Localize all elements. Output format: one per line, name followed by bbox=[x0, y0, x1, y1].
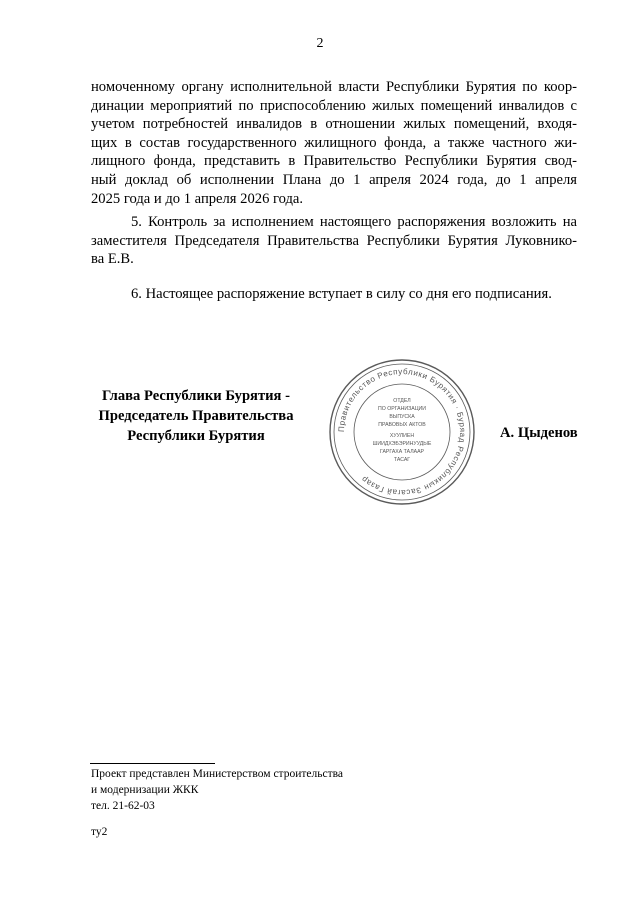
text-line: щих в состав государственного жилищного фонда, а также частного жи- bbox=[91, 134, 577, 151]
signatory-title-line: Республики Бурятия bbox=[127, 428, 265, 444]
paragraph-plan-report bbox=[91, 78, 577, 208]
signatory-name: А. Цыденов bbox=[500, 425, 578, 441]
seal-text: ВЫПУСКА bbox=[389, 414, 415, 420]
seal-text: ХУУЛИЕН bbox=[389, 433, 415, 439]
seal-text: ПРАВОВЫХ АКТОВ bbox=[378, 422, 426, 428]
text-line: динации мероприятий по приспособлению жилых помещений инвалидов с bbox=[91, 97, 577, 114]
text-line: заместителя Председателя Правительства Республики Бурятия Луковнико- bbox=[91, 232, 577, 249]
footnote-line: и модернизации ЖКК bbox=[91, 784, 199, 796]
seal-text: ОТДЕЛ bbox=[393, 398, 411, 404]
signatory-title bbox=[85, 386, 307, 446]
seal-text: ПО ОРГАНИЗАЦИИ bbox=[378, 406, 426, 412]
footnote-divider bbox=[90, 763, 215, 764]
svg-text:Правительство Республики Бурят bbox=[337, 367, 467, 497]
text-line: ва Е.В. bbox=[91, 251, 134, 268]
text-line: номоченному органу исполнительной власти Республики Бурятия по коор- bbox=[91, 79, 577, 95]
footnote bbox=[91, 766, 343, 814]
text-line: 6. Настоящее распоряжение вступает в силу со дня его подписания. bbox=[131, 286, 552, 302]
document-code: ту2 bbox=[91, 826, 108, 838]
text-line: ный доклад об исполнении Плана до 1 апреля 2024 года, до 1 апреля bbox=[91, 171, 577, 188]
seal-ring-text: Правительство Республики Бурятия · Буряад Республикын Засагай Газар bbox=[336, 366, 468, 498]
paragraph-control bbox=[91, 213, 577, 269]
official-seal bbox=[327, 357, 477, 507]
page-number: 2 bbox=[316, 36, 324, 51]
text-line: 2025 года и до 1 апреля 2026 года. bbox=[91, 190, 304, 207]
text-line: учетом потребностей инвалидов в отношении жилых помещений, входя- bbox=[91, 116, 577, 133]
seal-text: ШИИДХЭБЭРИНУУДЫЕ bbox=[372, 441, 432, 447]
signatory-title-line: Глава Республики Бурятия - bbox=[102, 388, 290, 404]
paragraph-effect bbox=[91, 285, 577, 304]
seal-text: ТАСАГ bbox=[393, 457, 411, 463]
seal-text: ГАРГАХА ТАЛААР bbox=[379, 449, 425, 455]
footnote-line: тел. 21-62-03 bbox=[91, 800, 155, 812]
footnote-line: Проект представлен Министерством строительства bbox=[91, 768, 344, 780]
text-line: 5. Контроль за исполнением настоящего распоряжения возложить на bbox=[131, 214, 577, 230]
signatory-title-line: Председатель Правительства bbox=[98, 408, 294, 424]
text-line: лищного фонда, представить в Правительство Республики Бурятия свод- bbox=[91, 153, 577, 170]
